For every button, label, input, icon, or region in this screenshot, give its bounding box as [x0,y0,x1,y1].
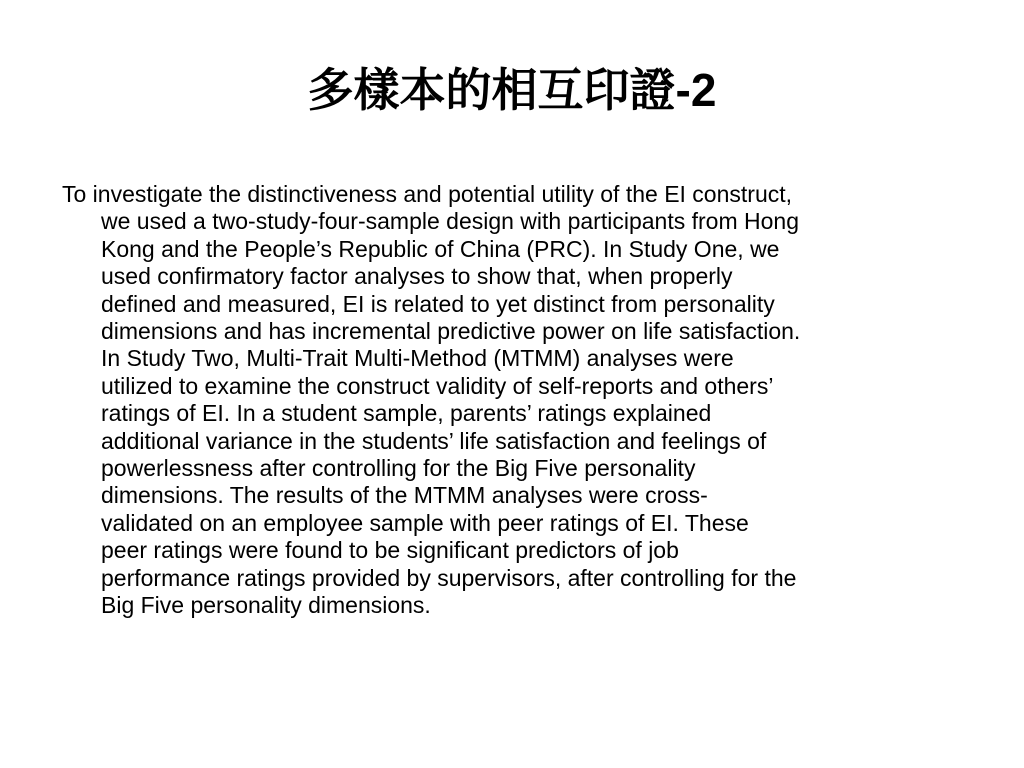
body-paragraph [62,181,1021,620]
body-line: additional variance in the students’ life satisfaction and feelings of [101,427,767,454]
body-line: To investigate the distinctiveness and potential utility of the EI construct, [62,181,793,207]
slide-title [0,60,1024,120]
slide-title-main: 多樣本的相互印證 [307,63,676,117]
body-line: utilized to examine the construct validity of self-reports and others’ [101,372,774,399]
body-line: performance ratings provided by supervisors, after controlling for the [101,564,797,591]
body-line: defined and measured, EI is related to yet distinct from personality [101,290,775,317]
body-line: dimensions. The results of the MTMM analyses were cross- [101,482,708,509]
body-line: Kong and the People’s Republic of China (PRC). In Study One, we [101,235,780,262]
body-line: In Study Two, Multi-Trait Multi-Method (MTMM) analyses were [101,345,734,372]
body-line: ratings of EI. In a student sample, parents’ ratings explained [101,400,712,427]
body-line: Big Five personality dimensions. [101,592,431,619]
body-line: validated on an employee sample with peer ratings of EI. These [101,509,749,536]
body-line: used confirmatory factor analyses to show that, when properly [101,263,733,290]
body-line: we used a two-study-four-sample design with participants from Hong [101,208,799,235]
slide-title-suffix: -2 [675,64,717,116]
body-line: dimensions and has incremental predictive power on life satisfaction. [101,318,801,345]
body-line: powerlessness after controlling for the Big Five personality [101,455,696,482]
body-line: peer ratings were found to be significant predictors of job [101,537,679,564]
